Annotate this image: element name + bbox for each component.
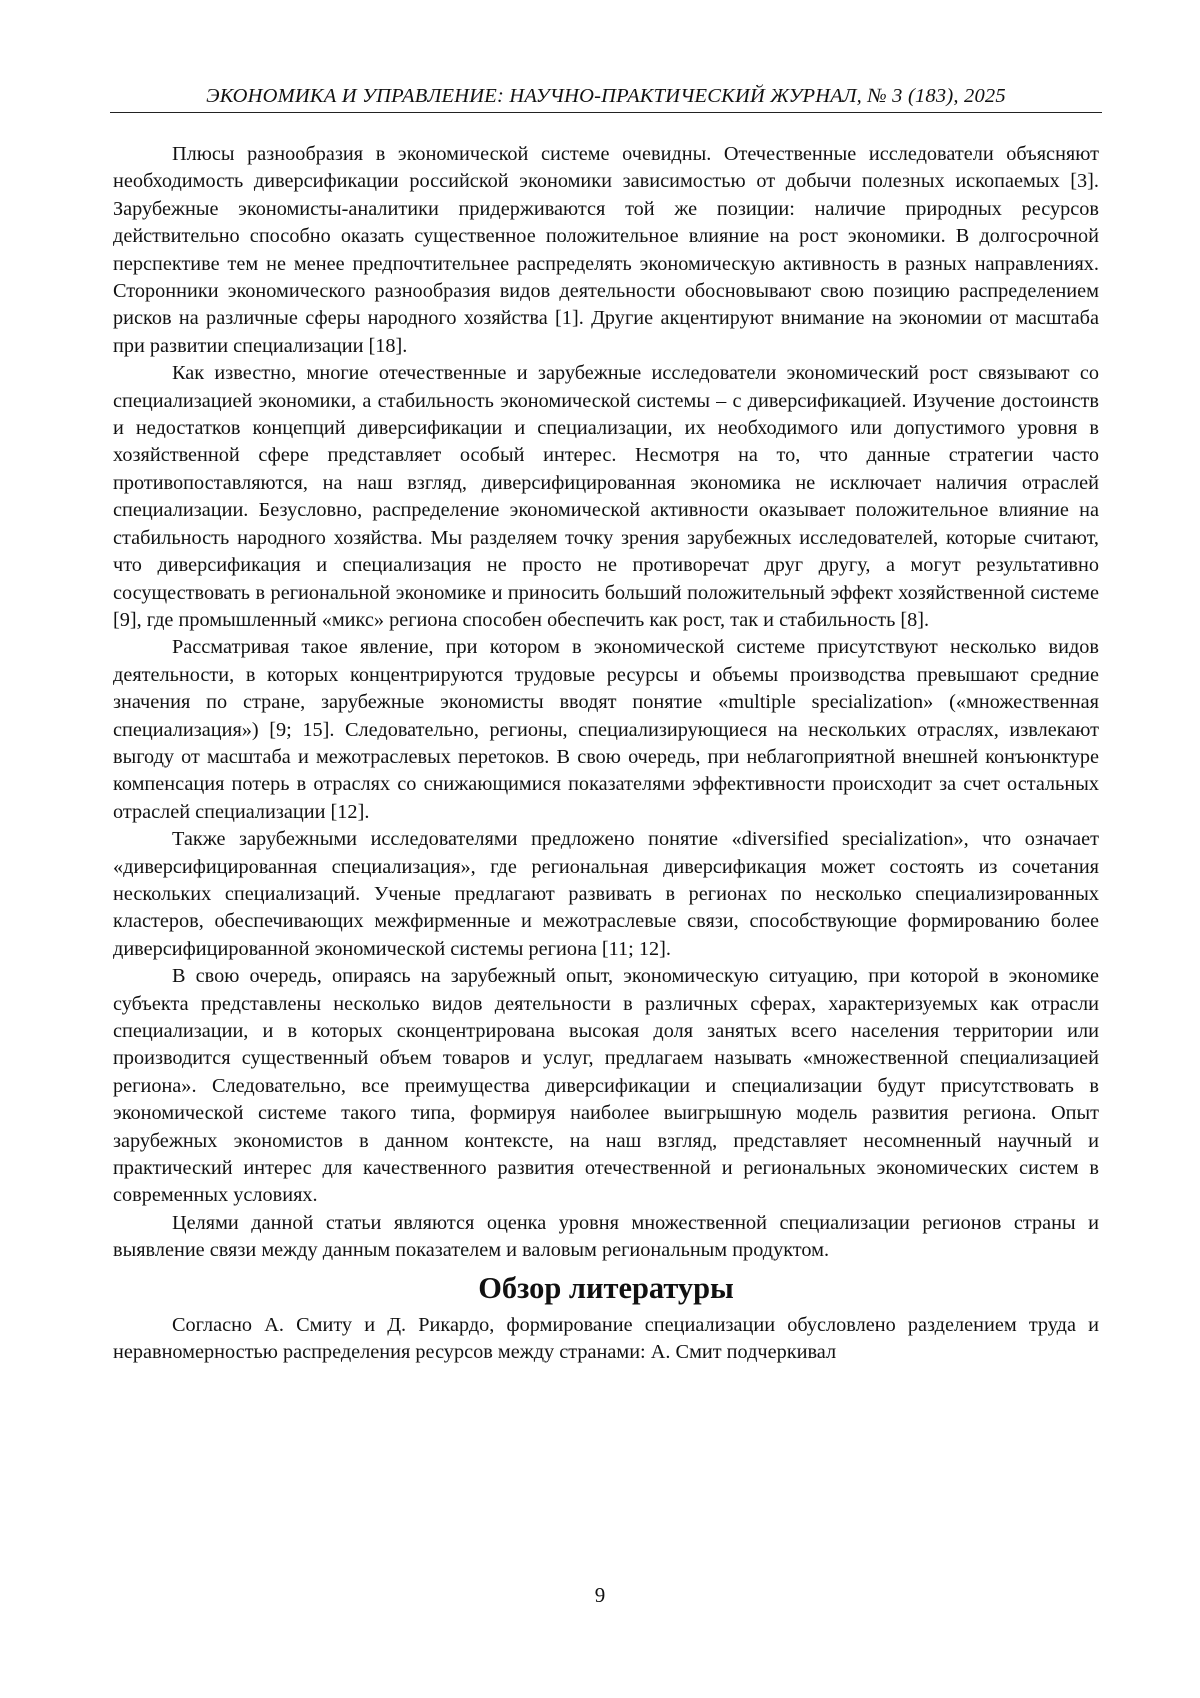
paragraph-smith-ricardo: Согласно А. Смиту и Д. Рикардо, формирование специализации обусловлено разделением труда и неравномерностью распределения ресурсов между странами: А. Смит подчеркивал (113, 1312, 1099, 1367)
paragraph-diversified-specialization: Также зарубежными исследователями предложено понятие «diversified specialization», что означает «диверсифицированная специализация», где региональная диверсификация может со­стоять из сочетания нескольких специализаций. Ученые предлагают развивать в регионах по несколько специализированных кластеров, обеспечивающих межфирменные и межотраслевые связи, способствующие формированию более диверсифицированной экономической системы региона [11; 12]. (113, 826, 1099, 963)
paragraph-diversity-pluses: Плюсы разнообразия в экономической системе очевидны. Отечественные исследователи объясняют необходимость диверсификации российской экономики зависимостью от добычи полезных ископаемых [3]. Зарубежные экономисты-аналитики придерживаются той же пози­ции: наличие природных ресурсов действительно способно оказать существенное положитель­ное влияние на рост экономики. В долгосрочной перспективе тем не менее предпочтительнее распределять экономическую активность в разных направлениях. Сторонники экономического разнообразия видов деятельности обосновывают свою позицию распределением рисков на раз­личные сферы народного хозяйства [1]. Другие акцентируют внимание на экономии от масшта­ба при развитии специализации [18]. (113, 141, 1099, 360)
page-number: 9 (0, 1583, 1200, 1607)
paragraph-multiple-specialization: Рассматривая такое явление, при котором в экономической системе присутствуют не­сколько видов деятельности, в которых концентрируются трудовые ресурсы и объемы произ­водства превышают средние значения по стране, зарубежные экономисты вводят понятие «multiple specialization» («множественная специализация») [9; 15]. Следовательно, регионы, специализирующиеся на нескольких отраслях, извлекают выгоду от масштаба и межотраслевых перетоков. В свою очередь, при неблагоприятной внешней конъюнктуре компенсация потерь в отраслях со снижающимися показателями эффективности происходит за счет остальных отрас­лей специализации [12]. (113, 634, 1099, 826)
journal-running-header: ЭКОНОМИКА И УПРАВЛЕНИЕ: НАУЧНО-ПРАКТИЧЕСКИЙ ЖУРНАЛ, № 3 (183), 2025 (110, 84, 1102, 108)
paragraph-article-goals: Целями данной статьи являются оценка уровня множественной специализации регионов страны и выявление связи между данным показателем и валовым региональным продуктом. (113, 1210, 1099, 1265)
section-heading-literature-review: Обзор литературы (113, 1265, 1099, 1312)
paragraph-regional-multiple-specialization: В свою очередь, опираясь на зарубежный опыт, экономическую ситуацию, при которой в экономике субъекта представлены несколько видов деятельности в различных сферах, характе­ризуемых как отрасли специализации, и в которых сконцентрирована высокая доля занятых всего населения территории или производится существенный объем товаров и услуг, предлага­ем называть «множественной специализацией региона». Следовательно, все преимущества ди­версификации и специализации будут присутствовать в экономической системе такого типа, формируя наиболее выигрышную модель развития региона. Опыт зарубежных экономистов в данном контексте, на наш взгляд, представляет несомненный научный и практический интерес для качественного развития отечественной и региональных экономических систем в современ­ных условиях. (113, 963, 1099, 1210)
paragraph-growth-and-stability: Как известно, многие отечественные и зарубежные исследователи экономический рост связывают со специализацией экономики, а стабильность экономической системы – с диверси­фикацией. Изучение достоинств и недостатков концепций диверсификации и специализации, их необходимого или допустимого уровня в хозяйственной сфере представляет особый интерес. Несмотря на то, что данные стратегии часто противопоставляются, на наш взгляд, диверсифи­цированная экономика не исключает наличия отраслей специализации. Безусловно, распреде­ление экономической активности оказывает положительное влияние на стабильность народного хозяйства. Мы разделяем точку зрения зарубежных исследователей, которые считают, что ди­версификация и специализация не просто не противоречат друг другу, а могут результативно сосуществовать в региональной экономике и приносить больший положительный эффект хо­зяйственной системе [9], где промышленный «микс» региона способен обеспечить как рост, так и стабильность [8]. (113, 360, 1099, 634)
header-divider (110, 112, 1102, 113)
article-body (113, 141, 1099, 1367)
